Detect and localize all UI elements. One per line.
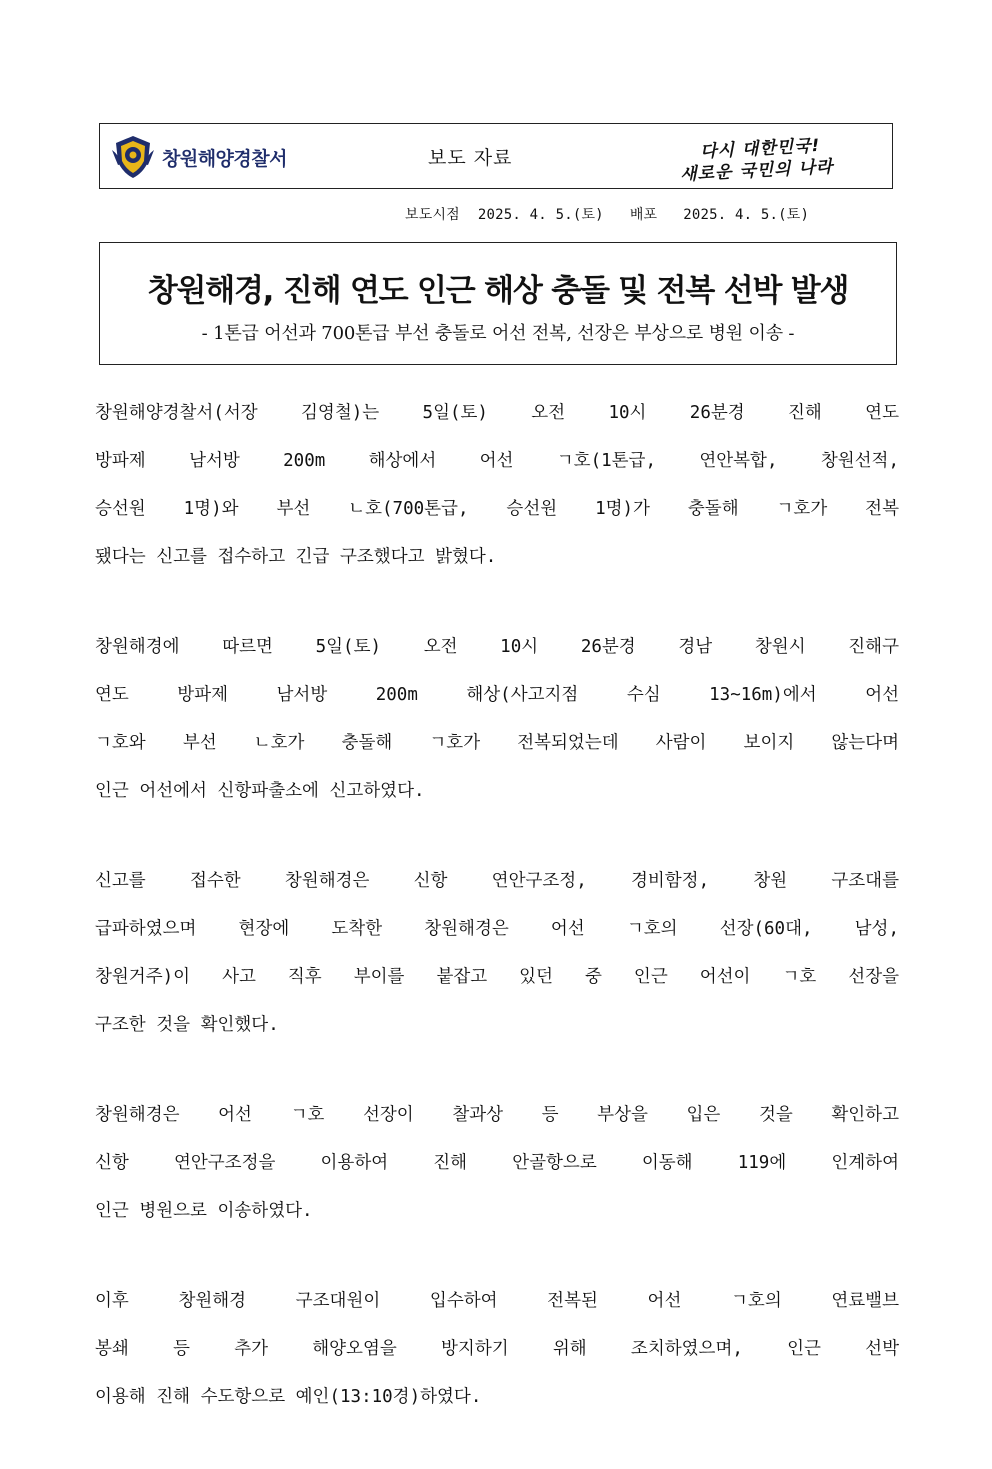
paragraph-line: 창원해경은 어선 ㄱ호 선장이 찰과상 등 부상을 입은 것을 확인하고 <box>95 1105 899 1125</box>
paragraph-line: 이후 창원해경 구조대원이 입수하여 전복된 어선 ㄱ호의 연료밸브 <box>95 1291 899 1311</box>
slogan-line1: 다시 대한민국! <box>699 135 821 163</box>
subheadline: - 1톤급 어선과 700톤급 부선 충돌로 어선 전복, 선장은 부상으로 병원 이송 - <box>201 323 795 344</box>
paragraph-2 <box>95 629 899 821</box>
paragraph-line: 승선원 1명)와 부선 ㄴ호(700톤급, 승선원 1명)가 충돌해 ㄱ호가 전복 <box>95 499 899 519</box>
paragraph-line: 신항 연안구조정을 이용하여 진해 안골항으로 이동해 119에 인계하여 <box>95 1153 899 1173</box>
release-time-label: 보도시점 <box>405 207 460 223</box>
release-time-value: 2025. 4. 5.(토) <box>477 207 604 223</box>
paragraph-line: 이용해 진해 수도항으로 예인(13:10경)하였다. <box>95 1387 482 1407</box>
paragraph-line: 인근 병원으로 이송하였다. <box>95 1201 313 1221</box>
header-box <box>99 123 893 189</box>
paragraph-line: 창원해경에 따르면 5일(토) 오전 10시 26분경 경남 창원시 진해구 <box>95 637 899 657</box>
doc-type-label: 보도 자료 <box>428 147 513 169</box>
paragraph-line: 창원해양경찰서(서장 김영철)는 5일(토) 오전 10시 26분경 진해 연도 <box>95 403 899 423</box>
paragraph-line: 됐다는 신고를 접수하고 긴급 구조했다고 밝혔다. <box>95 547 497 567</box>
agency-name: 창원해양경찰서 <box>162 148 287 170</box>
paragraph-3 <box>95 863 899 1055</box>
agency-logo <box>110 134 320 180</box>
paragraph-line: ㄱ호와 부선 ㄴ호가 충돌해 ㄱ호가 전복되었는데 사람이 보이지 않는다며 <box>95 733 899 753</box>
distribution-value: 2025. 4. 5.(토) <box>683 207 810 223</box>
release-info <box>405 204 809 224</box>
paragraph-line: 연도 방파제 남서방 200m 해상(사고지점 수심 13~16m)에서 어선 <box>95 685 899 705</box>
paragraph-line: 신고를 접수한 창원해경은 신항 연안구조정, 경비함정, 창원 구조대를 <box>95 871 899 891</box>
paragraph-line: 봉쇄 등 추가 해양오염을 방지하기 위해 조치하였으며, 인근 선박 <box>95 1339 899 1359</box>
paragraph-1 <box>95 395 899 587</box>
paragraph-line: 구조한 것을 확인했다. <box>95 1015 279 1035</box>
coast-guard-emblem-icon <box>110 134 156 180</box>
paragraph-line: 인근 어선에서 신항파출소에 신고하였다. <box>95 781 425 801</box>
paragraph-line: 방파제 남서방 200m 해상에서 어선 ㄱ호(1톤급, 연안복합, 창원선적, <box>95 451 899 471</box>
paragraph-line: 급파하였으며 현장에 도착한 창원해경은 어선 ㄱ호의 선장(60대, 남성, <box>95 919 899 939</box>
slogan-line2: 새로운 국민의 나라 <box>679 157 834 185</box>
slogan-handwriting <box>670 130 880 184</box>
headline: 창원해경, 진해 연도 인근 해상 충돌 및 전복 선박 발생 <box>147 273 849 309</box>
title-box <box>99 242 897 365</box>
paragraph-5 <box>95 1283 899 1427</box>
article-body <box>95 395 899 1469</box>
paragraph-4 <box>95 1097 899 1241</box>
distribution-label: 배포 <box>629 207 658 223</box>
paragraph-line: 창원거주)이 사고 직후 부이를 붙잡고 있던 중 인근 어선이 ㄱ호 선장을 <box>95 967 899 987</box>
